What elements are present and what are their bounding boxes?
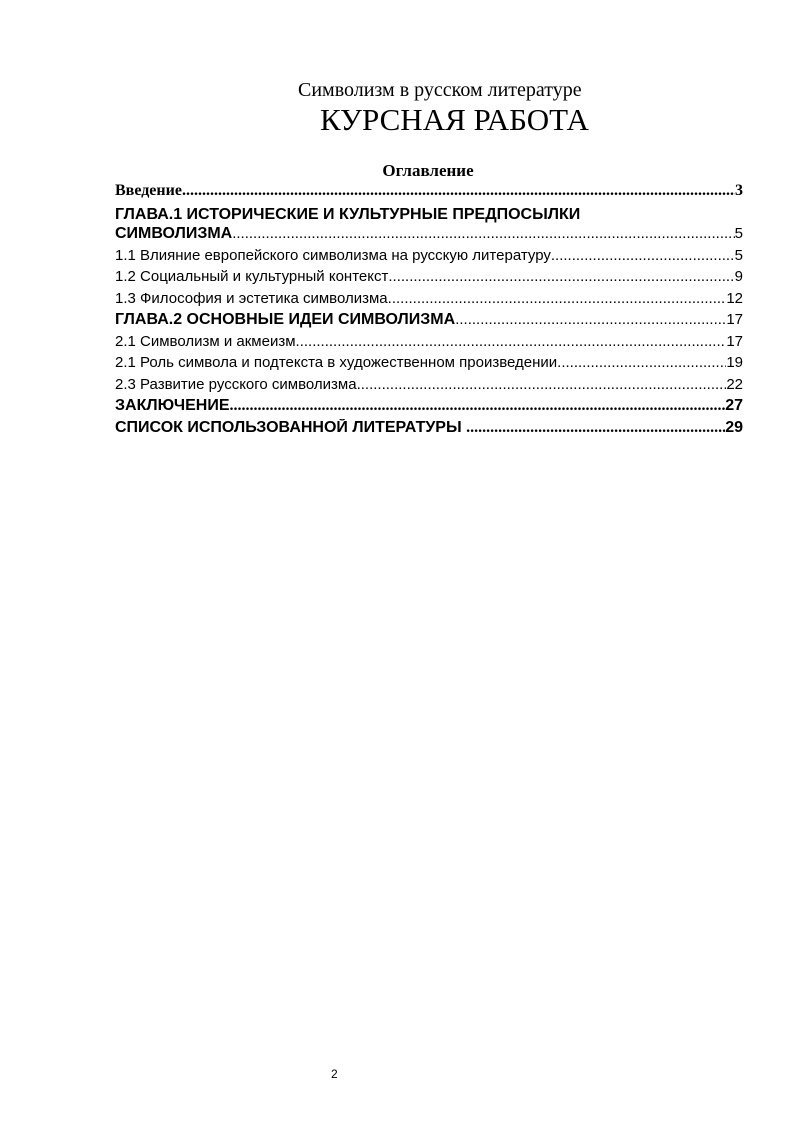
document-subtitle: Символизм в русском литературе xyxy=(298,79,582,101)
toc-leader xyxy=(455,311,726,328)
page-number: 2 xyxy=(331,1067,338,1081)
toc-entry-introduction[interactable] xyxy=(115,182,743,204)
toc-entry-2-3[interactable] xyxy=(115,376,743,398)
toc-entry-chapter2[interactable] xyxy=(115,311,743,333)
toc-entry-label: ГЛАВА.2 ОСНОВНЫЕ ИДЕИ СИМВОЛИЗМА xyxy=(115,311,456,328)
toc-entry-page: 3 xyxy=(735,182,743,199)
toc-entry-label: 1.2 Социальный и культурный контекст xyxy=(115,268,389,285)
table-of-contents xyxy=(115,182,743,440)
toc-entry-page: 17 xyxy=(726,332,743,350)
toc-entry-2-2[interactable] xyxy=(115,354,743,376)
toc-entry-references[interactable] xyxy=(115,419,743,441)
toc-entry-label: 1.1 Влияние европейского символизма на русскую литературу xyxy=(115,246,551,264)
toc-entry-label: 2.1 Символизм и акмеизм xyxy=(115,332,296,350)
toc-entry-1-1[interactable] xyxy=(115,247,743,269)
toc-leader xyxy=(557,354,726,371)
toc-entry-label: ЗАКЛЮЧЕНИЕ xyxy=(115,397,230,414)
toc-entry-page: 12 xyxy=(726,289,743,307)
toc-entry-page: 19 xyxy=(726,354,743,371)
toc-entry-label: 2.3 Развитие русского символизма xyxy=(115,375,357,393)
toc-leader xyxy=(551,247,735,264)
toc-leader xyxy=(388,268,734,285)
toc-entry-page: 27 xyxy=(725,397,743,414)
toc-leader xyxy=(182,182,735,200)
toc-entry-label: Введение xyxy=(115,182,182,199)
toc-entry-2-1[interactable] xyxy=(115,333,743,355)
toc-entry-label: СПИСОК ИСПОЛЬЗОВАННОЙ ЛИТЕРАТУРЫ xyxy=(115,418,467,436)
toc-entry-label: 1.3 Философия и эстетика символизма xyxy=(115,289,388,307)
toc-entry-page: 5 xyxy=(734,246,743,264)
toc-entry-label: 2.1 Роль символа и подтекста в художественном произведении xyxy=(115,354,558,371)
toc-leader xyxy=(357,376,727,393)
toc-entry-chapter1-line1[interactable]: ГЛАВА.1 ИСТОРИЧЕСКИЕ И КУЛЬТУРНЫЕ ПРЕДПОСЫЛКИ xyxy=(115,205,581,223)
toc-entry-conclusion[interactable] xyxy=(115,397,743,419)
toc-entry-page: 5 xyxy=(734,225,743,242)
toc-heading: Оглавление xyxy=(382,161,474,180)
toc-entry-chapter1[interactable] xyxy=(115,225,743,247)
toc-entry-page: 17 xyxy=(726,311,743,328)
toc-leader xyxy=(232,225,734,242)
toc-entry-page: 22 xyxy=(726,375,743,393)
document-title: КУРСНАЯ РАБОТА xyxy=(320,102,589,137)
toc-entry-page: 29 xyxy=(725,418,743,436)
toc-leader xyxy=(230,397,726,415)
toc-leader xyxy=(296,333,727,350)
toc-entry-page: 9 xyxy=(734,268,743,285)
toc-leader xyxy=(466,419,725,437)
toc-entry-label: СИМВОЛИЗМА xyxy=(115,225,233,242)
toc-entry-1-3[interactable] xyxy=(115,290,743,312)
toc-leader xyxy=(388,290,727,307)
toc-entry-1-2[interactable] xyxy=(115,268,743,290)
